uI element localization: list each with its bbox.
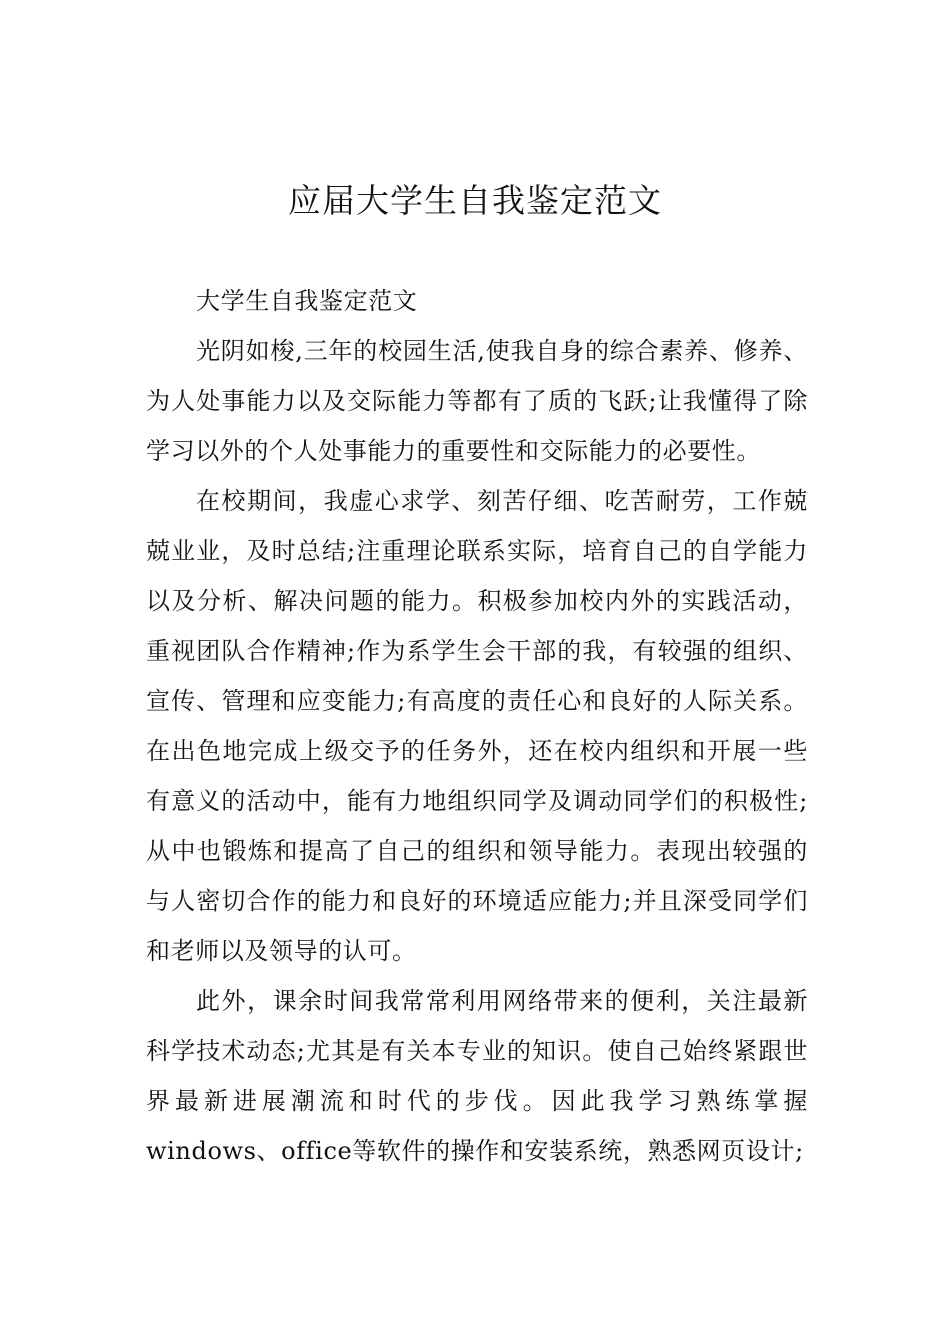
body-paragraph-3: 此外，课余时间我常常利用网络带来的便利，关注最新科学技术动态;尤其是有关本专业的知识。使自己始终紧跟世界最新进展潮流和时代的步伐。因此我学习熟练掌握windows、office等软件的操作和安装系统，熟悉网页设计;: [146, 987, 808, 1165]
body-paragraph-2: 在校期间，我虚心求学、刻苦仔细、吃苦耐劳，工作兢兢业业，及时总结;注重理论联系实际，培育自己的自学能力以及分析、解决问题的能力。积极参加校内外的实践活动，重视团队合作精神;作为系学生会干部的我，有较强的组织、宣传、管理和应变能力;有高度的责任心和良好的人际关系。在出色地完成上级交予的任务外，还在校内组织和开展一些有意义的活动中，能有力地组织同学及调动同学们的积极性;从中也锻炼和提高了自己的组织和领导能力。表现出较强的与人密切合作的能力和良好的环境适应能力;并且深受同学们和老师以及领导的认可。: [146, 487, 808, 965]
document-body: [146, 276, 808, 1176]
body-paragraph-1: 光阴如梭,三年的校园生活,使我自身的综合素养、修养、为人处事能力以及交际能力等都有了质的飞跃;让我懂得了除学习以外的个人处事能力的重要性和交际能力的必要性。: [146, 337, 808, 465]
document-title: 应届大学生自我鉴定范文: [288, 181, 662, 220]
subtitle-paragraph: 大学生自我鉴定范文: [196, 287, 418, 315]
